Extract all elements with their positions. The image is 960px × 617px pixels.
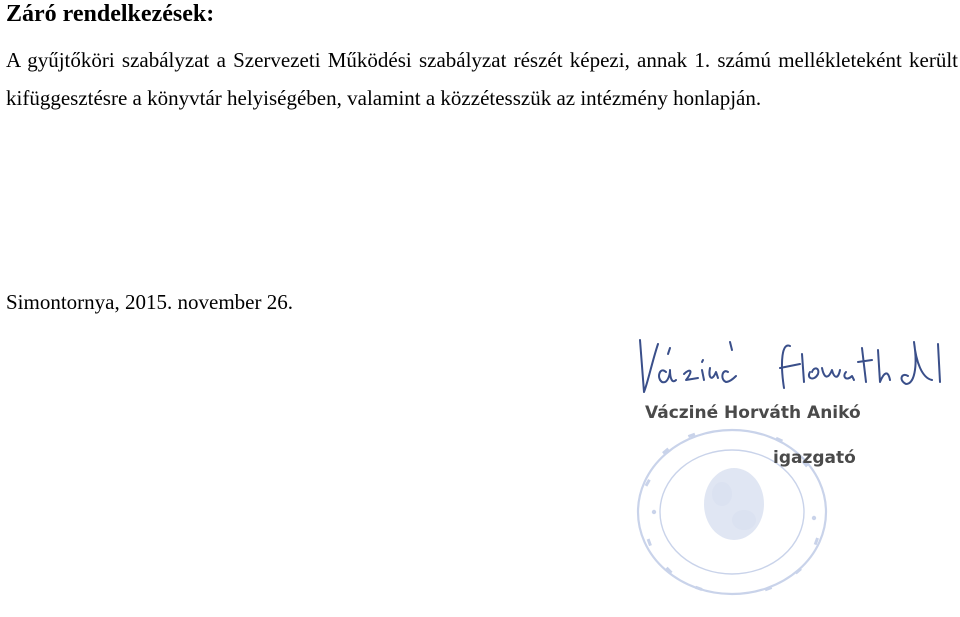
handwritten-signature	[632, 332, 952, 402]
closing-provisions-paragraph: A gyűjtőköri szabályzat a Szervezeti Működési szabályzat részét képezi, annak 1. számú mellékleteként került kifüggesztésre a könyvtár helyiségében, valamint a közzétesszük az intézmény honlapján.	[6, 48, 958, 110]
place-and-date: Simontornya, 2015. november 26.	[6, 290, 293, 314]
signer-title: igazgató	[773, 448, 856, 468]
signer-name: Vácziné Horváth Anikó	[645, 403, 861, 423]
document-heading: Záró rendelkezések:	[6, 1, 215, 27]
